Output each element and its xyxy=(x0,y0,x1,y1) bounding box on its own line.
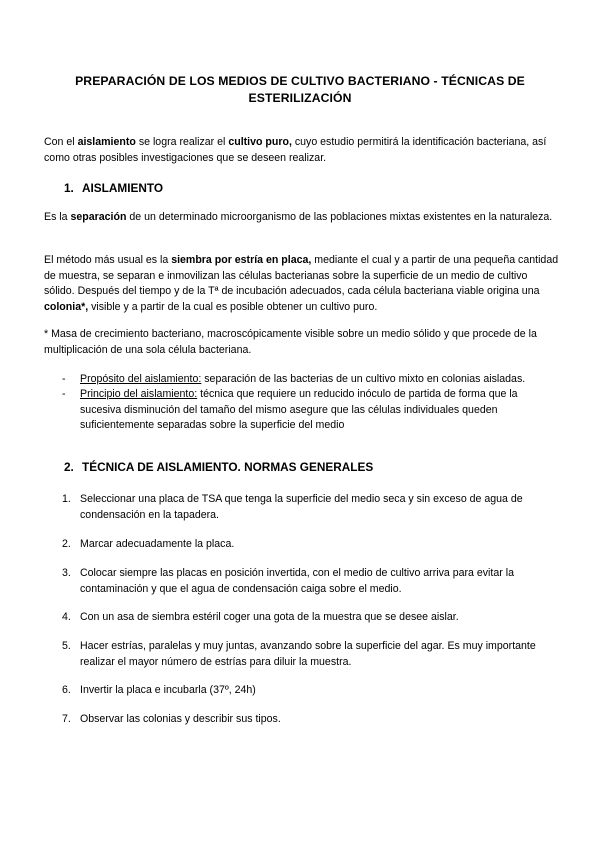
document-title xyxy=(40,73,560,107)
section-2-heading xyxy=(64,459,373,475)
step-item: Con un asa de siembra estéril coger una gota de la muestra que se desee aislar. xyxy=(80,611,459,623)
title-line-1: PREPARACIÓN DE LOS MEDIOS DE CULTIVO BACTERIANO - TÉCNICAS DE xyxy=(75,74,525,88)
section-1-title: AISLAMIENTO xyxy=(82,181,164,195)
bullet-principle: Principio del aislamiento: técnica que requiere un reducido inóculo de partida de forma que la sucesiva disminución del tamaño del mismo asegure que las células individuales queden suficientemente separadas sobre la superficie del medio xyxy=(80,388,518,432)
step-number: 5. xyxy=(62,640,71,652)
bullet-purpose: Propósito del aislamiento: separación de las bacterias de un cultivo mixto en colonias aisladas. xyxy=(80,373,526,385)
step-item: Observar las colonias y describir sus tipos. xyxy=(80,713,281,725)
step-number: 1. xyxy=(62,493,71,505)
footnote-paragraph: * Masa de crecimiento bacteriano, macroscópicamente visible sobre un medio sólido y que procede de la multiplicación de una sola célula bacteriana. xyxy=(44,328,537,356)
step-item: Invertir la placa e incubarla (37º, 24h) xyxy=(80,684,256,696)
step-item: Colocar siempre las placas en posición invertida, con el medio de cultivo arriva para evitar la contaminación y que el agua de condensación caiga sobre el medio. xyxy=(80,567,514,595)
step-item: Marcar adecuadamente la placa. xyxy=(80,538,235,550)
step-item: Hacer estrías, paralelas y muy juntas, avanzando sobre la superficie del agar. Es muy importante realizar el mayor número de estrías para diluir la muestra. xyxy=(80,640,536,668)
step-number: 6. xyxy=(62,684,71,696)
bullet-dash: - xyxy=(62,388,66,400)
step-number: 7. xyxy=(62,713,71,725)
section-1-heading xyxy=(64,180,163,196)
step-number: 4. xyxy=(62,611,71,623)
title-line-2: ESTERILIZACIÓN xyxy=(248,91,352,105)
step-item: Seleccionar una placa de TSA que tenga la superficie del medio seca y sin exceso de agua de condensación en la tapadera. xyxy=(80,493,523,521)
section-2-title: TÉCNICA DE AISLAMIENTO. NORMAS GENERALES xyxy=(82,460,374,474)
step-number: 2. xyxy=(62,538,71,550)
definition-paragraph: Es la separación de un determinado microorganismo de las poblaciones mixtas existentes en la naturaleza. xyxy=(44,211,553,223)
method-paragraph: El método más usual es la siembra por estría en placa, mediante el cual y a partir de una pequeña cantidad de muestra, se separan e inmovilizan las células bacterianas sobre la superficie de un medio de cultivo sólido. Después del tiempo y de la Tª de incubación adecuados, cada célula bacteriana viable origina una colonia*, visible y a partir de la cual es posible obtener un cultivo puro. xyxy=(44,254,559,313)
step-number: 3. xyxy=(62,567,71,579)
section-2-number: 2. xyxy=(64,460,74,474)
section-1-number: 1. xyxy=(64,181,74,195)
intro-paragraph: Con el aislamiento se logra realizar el cultivo puro, cuyo estudio permitirá la identificación bacteriana, así como otras posibles investigaciones que se deseen realizar. xyxy=(44,136,547,164)
bullet-dash: - xyxy=(62,373,66,385)
